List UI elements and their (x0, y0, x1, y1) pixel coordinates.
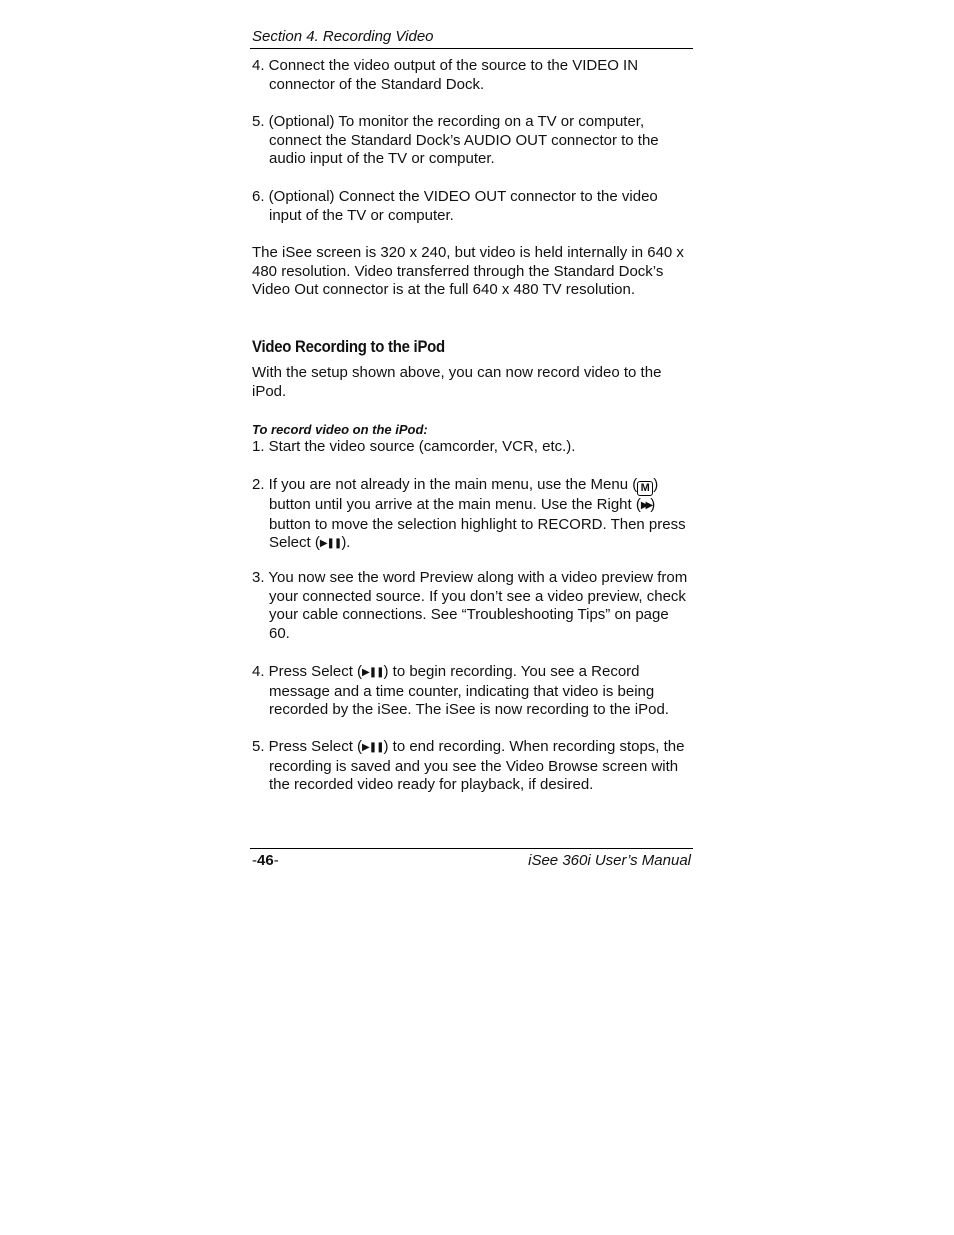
record-step-4 (252, 663, 693, 720)
section-header: Section 4. Recording Video (252, 28, 434, 45)
intro-paragraph: With the setup shown above, you can now record video to the iPod. (252, 364, 662, 400)
record-step-2-text-b: ) button until you arrive at the main menu. Use the Right ( (269, 476, 659, 513)
record-step-5-text-a: 5. Press Select ( (252, 738, 363, 755)
step-5-audio-out: 5. (Optional) To monitor the recording on a TV or computer, connect the Standard Dock’s AUDIO OUT connector to the audio input of the TV or computer. (252, 113, 659, 168)
play-pause-icon: ▶❚❚ (319, 538, 342, 550)
manual-title: iSee 360i User’s Manual (528, 852, 691, 869)
procedure-title: To record video on the iPod: (252, 422, 428, 437)
record-step-2-text-c: ) button to move the selection highlight to RECORD. Then press Select ( (269, 496, 686, 552)
record-step-5-text-b: ) to end recording. When recording stops, the recording is saved and you see the Video Browse screen with the recorded video ready for playback, if desired. (269, 738, 685, 794)
step-6-video-out: 6. (Optional) Connect the VIDEO OUT connector to the video input of the TV or computer. (252, 188, 658, 224)
record-step-4-text-a: 4. Press Select ( (252, 663, 363, 680)
record-step-1: 1. Start the video source (camcorder, VCR, etc.). (252, 438, 576, 455)
record-step-2-text-a: 2. If you are not already in the main menu, use the Menu ( (252, 476, 638, 493)
step-4-connect-video-in: 4. Connect the video output of the source to the VIDEO IN connector of the Standard Dock. (252, 57, 639, 93)
play-pause-icon: ▶❚❚ (362, 667, 384, 678)
record-step-2-text-d: ). (341, 534, 351, 552)
page-number-value: 46 (257, 852, 274, 869)
record-step-2 (252, 476, 693, 554)
record-step-3: 3. You now see the word Preview along with a video preview from your connected source. If you don’t see a video preview, check your cable connections. See “Troubleshooting Tips” on page 60. (252, 569, 688, 643)
footer-divider (250, 848, 693, 849)
page-number (252, 852, 279, 871)
record-step-4-text-b: ) to begin recording. You see a Record message and a time counter, indicating that video is being recorded by the iSee. The iSee is now recording to the iPod. (269, 663, 669, 719)
section-heading: Video Recording to the iPod (252, 337, 445, 356)
play-pause-icon: ▶❚❚ (362, 742, 384, 753)
record-step-5 (252, 738, 693, 795)
page-number-suffix: - (273, 852, 279, 869)
menu-button-icon: M (637, 481, 653, 496)
resolution-paragraph: The iSee screen is 320 x 240, but video is held internally in 640 x 480 resolution. Video transferred through the Standard Dock’s Video Out connector is at the full 640 x 480 TV resolution. (252, 244, 684, 299)
header-divider (250, 48, 693, 49)
fast-forward-icon: ▶▶ (640, 500, 651, 511)
page-number-prefix: - (252, 852, 257, 869)
